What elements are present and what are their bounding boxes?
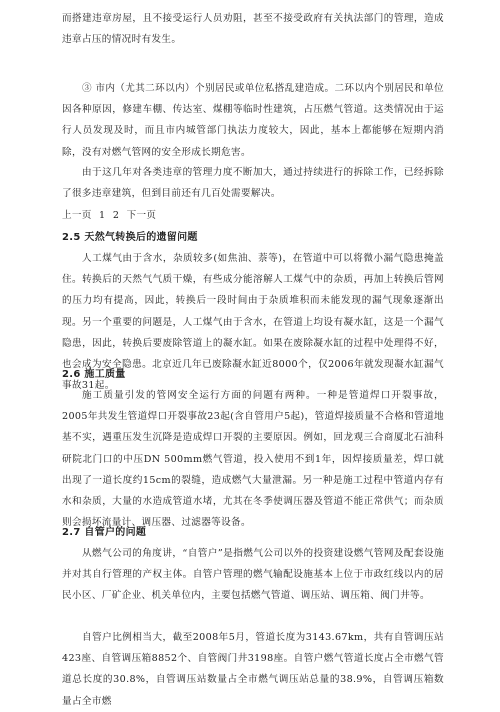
next-page-link[interactable]: 下一页 xyxy=(126,210,157,221)
section-heading-2-6: 2.6 施工质量 xyxy=(62,369,126,380)
section-heading-2-7: 2.7 自管户的问题 xyxy=(62,527,147,538)
page-2-link[interactable]: 2 xyxy=(112,210,120,221)
paragraph-section-2-7-a: 从燃气公司的角度讲，“自管户”是指燃气公司以外的投资建设燃气管网及配套设施并对其自行管理的产权主体。自管户管理的燃气输配设施基本上位于市政红线以内的居民小区、厂矿企业、机关单位内，主要包括燃气管道、调压站、调压箱、阀门井等。 xyxy=(62,548,444,602)
paragraph-intro-tail: 而搭建违章房屋，且不接受运行人员劝阻，甚至不接受政府有关执法部门的管理，造成违章占压的情况时有发生。 xyxy=(62,13,444,46)
paragraph-section-2-7-b: 自管户比例相当大，截至2008年5月，管道长度为3143.67km，共有自管调压站423座、自管调压箱8852个、自管阀门井3198座。自管户燃气管道长度占全市燃气管道总长度的30.8%，自管调压站数量占全市燃气调压站总量的38.9%，自管调压箱数量占全市燃 xyxy=(62,632,444,707)
paragraph-section-2-6: 施工质量引发的管网安全运行方面的问题有两种。一种是管道焊口开裂事故，2005年共发生管道焊口开裂事故23起(含自管用户5起)，管道焊接质量不合格和管道地基不实，遇重压发生沉降是造成焊口开裂的主要原因。例如，回龙观三合商厦北石油科研院北门口的中压DN 500mm燃气管道，投入使用不到1年，因焊接质量差，焊口就出现了一道长度约15cm的裂缝，造成燃气大量泄漏。另一种是施工过程中管道内存有水和杂质，大量的水造成管道水堵，尤其在冬季使调压器及管道不能正常供气；而杂质则会损坏流量计、调压器、过滤器等设备。 xyxy=(62,390,444,529)
paragraph-item-3: ③ 市内（尤其二环以内）个别居民或单位私搭乱建造成。二环以内个别居民和单位因各种原因，修建车棚、传达室、煤棚等临时性建筑，占压燃气管道。这类情况由于运行人员发现及时，而且市内城管部门执法力度较大，因此，基本上都能够在短期内消除，没有对燃气管网的安全形成长期危害。 xyxy=(62,83,444,158)
pagination xyxy=(62,206,160,226)
section-heading-2-5: 2.5 天然气转换后的遗留问题 xyxy=(62,232,198,243)
paragraph-section-2-5: 人工煤气由于含水，杂质较多(如焦油、萘等)，在管道中可以将微小漏气隐患掩盖住。转换后的天然气气质干燥，有些成分能溶解人工煤气中的杂质，再加上转换后管网的压力均有提高，因此，转换后一段时间由于杂质堆积而未能发现的漏气现象逐渐出现。另一个重要的问题是，人工煤气由于含水，在管道上均设有凝水缸，这是一个漏气隐患，因此，转换后要废除管道上的凝水缸。如果在废除凝水缸的过程中处理得不好，也会成为安全隐患。北京近几年已废除凝水缸近8000个，仅2006年就发现凝水缸漏气事故31起。 xyxy=(62,253,444,392)
paragraph-summary: 由于这几年对各类违章的管理力度不断加大，通过持续进行的拆除工作，已经拆除了很多违章建筑，但到目前还有几百处需要解决。 xyxy=(62,167,444,200)
prev-page-link[interactable]: 上一页 xyxy=(62,210,92,221)
page-1-link[interactable]: 1 xyxy=(99,210,106,221)
